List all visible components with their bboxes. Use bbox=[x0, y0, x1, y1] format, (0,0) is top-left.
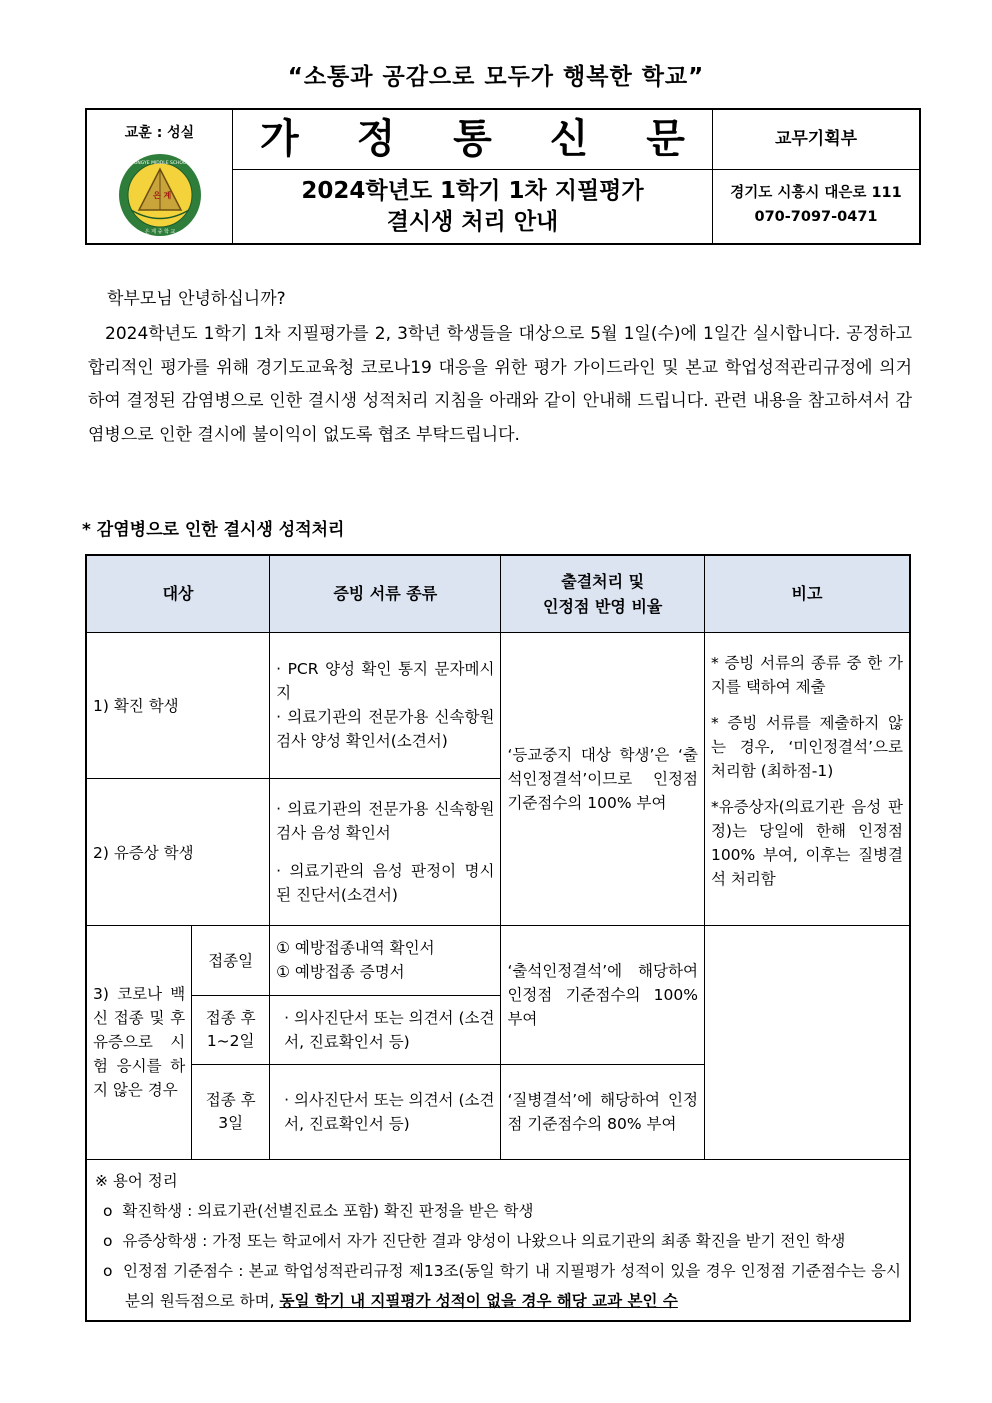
school-motto-cell bbox=[87, 110, 233, 243]
row3-target: 3) 코로나 백신 접종 및 후유증으로 시험 응시를 하지 않은 경우 bbox=[86, 925, 192, 1159]
glossary-item2: 유증상학생 : 가정 또는 학교에서 자가 진단한 결과 양성이 나왔으나 의료기관의 최종 확진을 받기 전인 학생 bbox=[122, 1231, 846, 1250]
row2-target: 2) 유증상 학생 bbox=[86, 778, 270, 925]
notice-subtitle bbox=[233, 170, 713, 243]
notice-subtitle-line1: 2024학년도 1학기 1차 지필평가 bbox=[301, 178, 644, 204]
school-address: 경기도 시흥시 대은로 111 bbox=[730, 185, 902, 201]
row3-sub2-label bbox=[192, 995, 270, 1064]
row3-sub3-doc: · 의사진단서 또는 의견서 (소견서, 진료확인서 등) bbox=[270, 1064, 501, 1159]
row3-sub2-line2: 1~2일 bbox=[206, 1031, 255, 1050]
row1-doc1: · PCR 양성 확인 통지 문자메시지 bbox=[276, 660, 495, 702]
row1-docs bbox=[270, 632, 501, 778]
glossary-bullet: o bbox=[103, 1261, 113, 1280]
department: 교무기획부 bbox=[713, 110, 919, 170]
glossary-title: ※ 용어 정리 bbox=[95, 1171, 178, 1190]
ratio-12: ‘등교중지 대상 학생’은 ‘출석인정결석’이므로 인정점 기준점수의 100% 부여 bbox=[501, 632, 705, 925]
newsletter-header bbox=[85, 108, 921, 245]
newsletter-title: 가 정 통 신 문 bbox=[233, 110, 713, 170]
section-title: * 감염병으로 인한 결시생 성적처리 bbox=[82, 520, 345, 540]
row1-target: 1) 확진 학생 bbox=[86, 632, 270, 778]
row3-sub1-doc2: ① 예방접종 증명서 bbox=[276, 963, 405, 981]
logo-bottom-text: 은 계 중 학 교 bbox=[144, 229, 175, 235]
glossary-bullet: o bbox=[103, 1231, 113, 1250]
row3-ratio-a: ‘출석인정결석’에 해당하여 인정점 기준점수의 100% 부여 bbox=[501, 925, 705, 1064]
table-header-row bbox=[86, 555, 910, 632]
school-logo bbox=[117, 152, 203, 238]
header-ratio-line2: 인정점 반영 비율 bbox=[543, 596, 663, 616]
row2-docs bbox=[270, 778, 501, 925]
row2-doc2: · 의료기관의 음성 판정이 명시된 진단서(소견서) bbox=[276, 861, 495, 904]
glossary-item3: 인정점 기준점수 : 본교 학업성적관리규정 제13조(동일 학기 내 지필평가 성적이 있을 경우 인정점 기준점수는 응시분의 원득점으로 하며, bbox=[122, 1261, 901, 1310]
glossary-bullet: o bbox=[103, 1201, 113, 1220]
logo-top-text: SONGYE MIDDLE SCHOOL bbox=[130, 161, 189, 166]
row3-sub1-docs bbox=[270, 925, 501, 995]
glossary-item bbox=[95, 1196, 901, 1226]
row3-sub3-label bbox=[192, 1064, 270, 1159]
glossary-row bbox=[86, 1159, 910, 1321]
row3-sub2-doc: · 의사진단서 또는 의견서 (소견서, 진료확인서 등) bbox=[270, 995, 501, 1064]
row2-doc1: · 의료기관의 전문가용 신속항원검사 음성 확인서 bbox=[276, 799, 495, 842]
glossary-item bbox=[95, 1256, 901, 1316]
intro-paragraph: 2024학년도 1학기 1차 지필평가를 2, 3학년 학생들을 대상으로 5월 1일(수)에 1일간 실시합니다. 공정하고 합리적인 평가를 위해 경기도교육청 코로나19 대응을 위한 평가 가이드라인 및 본교 학업성적관리규정에 의거하여 결정된 감염병으로 인한 결시생 성적처리 지침을 아래와 같이 안내해 드립니다. 관련 내용을 참고하셔서 감염병으로 인한 결시에 불이익이 없도록 협조 부탁드립니다. bbox=[88, 324, 912, 445]
table-row bbox=[86, 632, 910, 778]
note-12-item1: * 증빙 서류의 종류 중 한 가지를 택하여 제출 bbox=[710, 653, 903, 696]
row1-doc2: · 의료기관의 전문가용 신속항원검사 양성 확인서(소견서) bbox=[276, 708, 495, 750]
row3-sub1-doc1: ① 예방접종내역 확인서 bbox=[276, 939, 435, 957]
row3-sub1-label: 접종일 bbox=[192, 925, 270, 995]
row3-sub3-line1: 접종 후 bbox=[205, 1090, 256, 1109]
school-phone: 070-7097-0471 bbox=[754, 209, 878, 225]
note-12 bbox=[704, 632, 910, 925]
absence-policy-table bbox=[85, 554, 911, 1322]
greeting: 학부모님 안녕하십니까? bbox=[107, 289, 286, 309]
row3-sub3-line2: 3일 bbox=[218, 1113, 244, 1132]
glossary-item3-emphasis: 동일 학기 내 지필평가 성적이 없을 경우 해당 교과 본인 수 bbox=[279, 1291, 678, 1310]
row3-sub2-line1: 접종 후 bbox=[205, 1008, 256, 1027]
glossary-item bbox=[95, 1226, 901, 1256]
header-docs: 증빙 서류 종류 bbox=[270, 555, 501, 632]
logo-center-text: 은 계 bbox=[152, 191, 171, 200]
note-12-item3: *유증상자(의료기관 음성 판정)는 당일에 한해 인정점 100% 부여, 이후는 질병결석 처리함 bbox=[710, 797, 903, 888]
notice-subtitle-line2: 결시생 처리 안내 bbox=[386, 209, 559, 235]
glossary-item1: 확진학생 : 의료기관(선별진료소 포함) 확진 판정을 받은 학생 bbox=[122, 1201, 534, 1220]
table-row bbox=[86, 925, 910, 995]
school-motto: 교훈 : 성실 bbox=[124, 125, 195, 141]
header-note: 비고 bbox=[704, 555, 910, 632]
note-12-item2: * 증빙 서류를 제출하지 않는 경우, ‘미인정결석’으로 처리함 (최하점-1) bbox=[710, 713, 903, 780]
header-ratio bbox=[501, 555, 705, 632]
school-contact bbox=[713, 170, 919, 243]
row3-ratio-b: ‘질병결석’에 해당하여 인정점 기준점수의 80% 부여 bbox=[501, 1064, 705, 1159]
slogan: “소통과 공감으로 모두가 행복한 학교” bbox=[287, 64, 705, 90]
header-ratio-line1: 출결처리 및 bbox=[561, 571, 645, 591]
header-target: 대상 bbox=[86, 555, 270, 632]
row3-note-empty bbox=[704, 925, 910, 1159]
glossary bbox=[86, 1159, 910, 1321]
